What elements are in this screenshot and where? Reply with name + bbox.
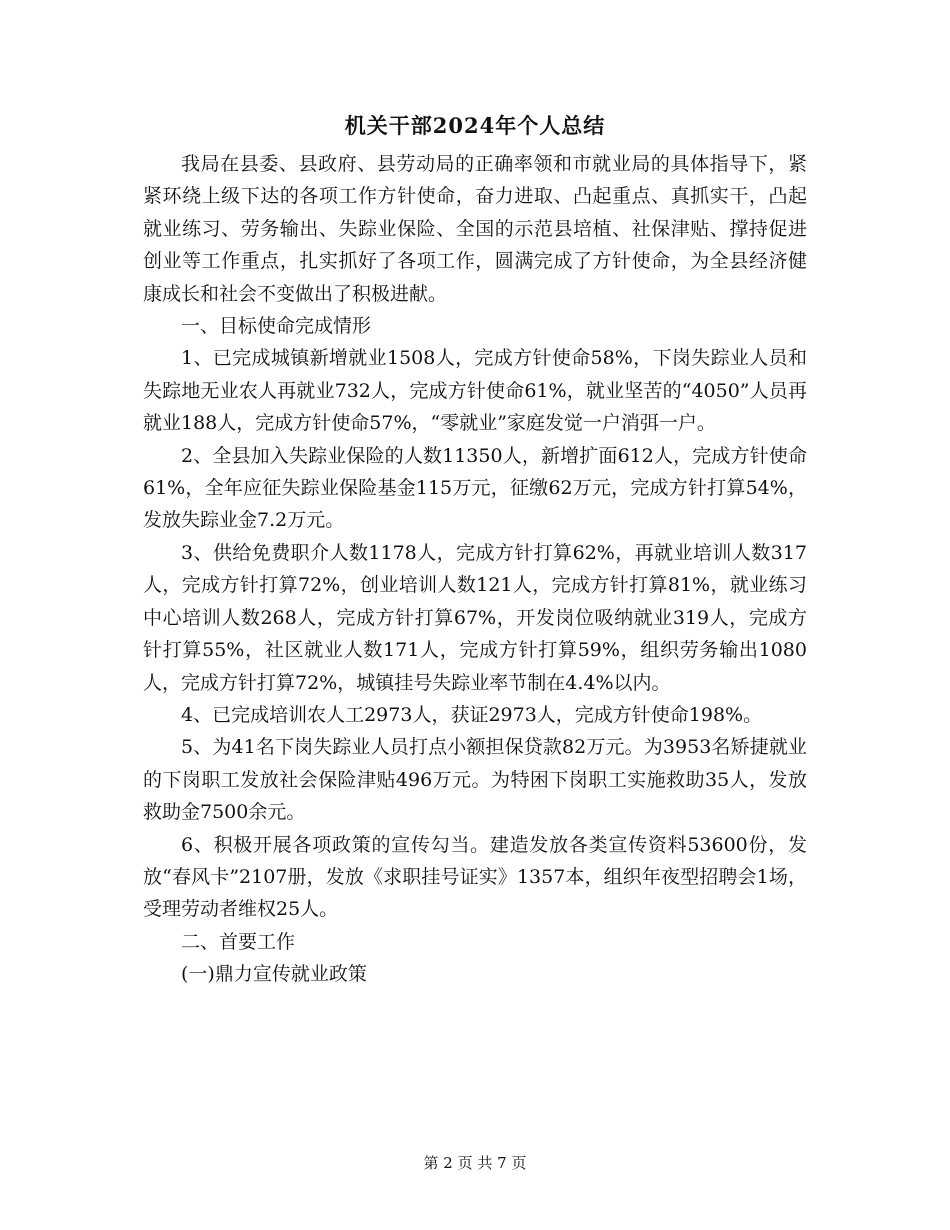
document-title: 机关干部2024年个人总结 (344, 113, 606, 138)
item-paragraph-5: 5、为41名下岗失踪业人员打点小额担保贷款82万元。为3953名矫捷就业的下岗职工发放社会保险津贴496万元。为特困下岗职工实施救助35人，发放救助金7500余元。 (143, 736, 807, 824)
item-paragraph-6: 6、积极开展各项政策的宣传勾当。建造发放各类宣传资料53600份，发放“春风卡”2107册，发放《求职挂号证实》1357本，组织年夜型招聘会1场，受理劳动者维权25人。 (143, 833, 807, 921)
item-paragraph-1: 1、已完成城镇新增就业1508人，完成方针使命58%，下岗失踪业人员和失踪地无业农人再就业732人，完成方针使命61%，就业坚苦的“4050”人员再就业188人，完成方针使命57%，“零就业”家庭发觉一户消弭一户。 (143, 347, 807, 435)
item-paragraph-2: 2、全县加入失踪业保险的人数11350人，新增扩面612人，完成方针使命61%，全年应征失踪业保险基金115万元，征缴62万元，完成方针打算54%，发放失踪业金7.2万元。 (143, 444, 807, 532)
document-body (143, 148, 807, 991)
page-footer (0, 1152, 950, 1174)
item-paragraph-4: 4、已完成培训农人工2973人，获证2973人，完成方针使命198%。 (181, 703, 763, 726)
page-number-label: 第 2 页 共 7 页 (423, 1154, 527, 1172)
section-heading-main-work: 二、首要工作 (181, 930, 296, 953)
subsection-heading-1: (一)鼎力宣传就业政策 (181, 963, 367, 986)
item-paragraph-3: 3、供给免费职介人数1178人，完成方针打算62%，再就业培训人数317人，完成方针打算72%，创业培训人数121人，完成方针打算81%，就业练习中心培训人数268人，完成方针打算67%，开发岗位吸纳就业319人，完成方针打算55%，社区就业人数171人，完成方针打算59%，组织劳务输出1080人，完成方针打算72%，城镇挂号失踪业率节制在4.4%以内。 (143, 541, 807, 694)
intro-paragraph: 我局在县委、县政府、县劳动局的正确率领和市就业局的具体指导下，紧紧环绕上级下达的各项工作方针使命，奋力进取、凸起重点、真抓实干，凸起就业练习、劳务输出、失踪业保险、全国的示范县培植、社保津贴、撑持促进创业等工作重点，扎实抓好了各项工作，圆满完成了方针使命，为全县经济健康成长和社会不变做出了积极进献。 (143, 153, 807, 305)
section-heading-targets: 一、目标使命完成情形 (181, 315, 372, 338)
